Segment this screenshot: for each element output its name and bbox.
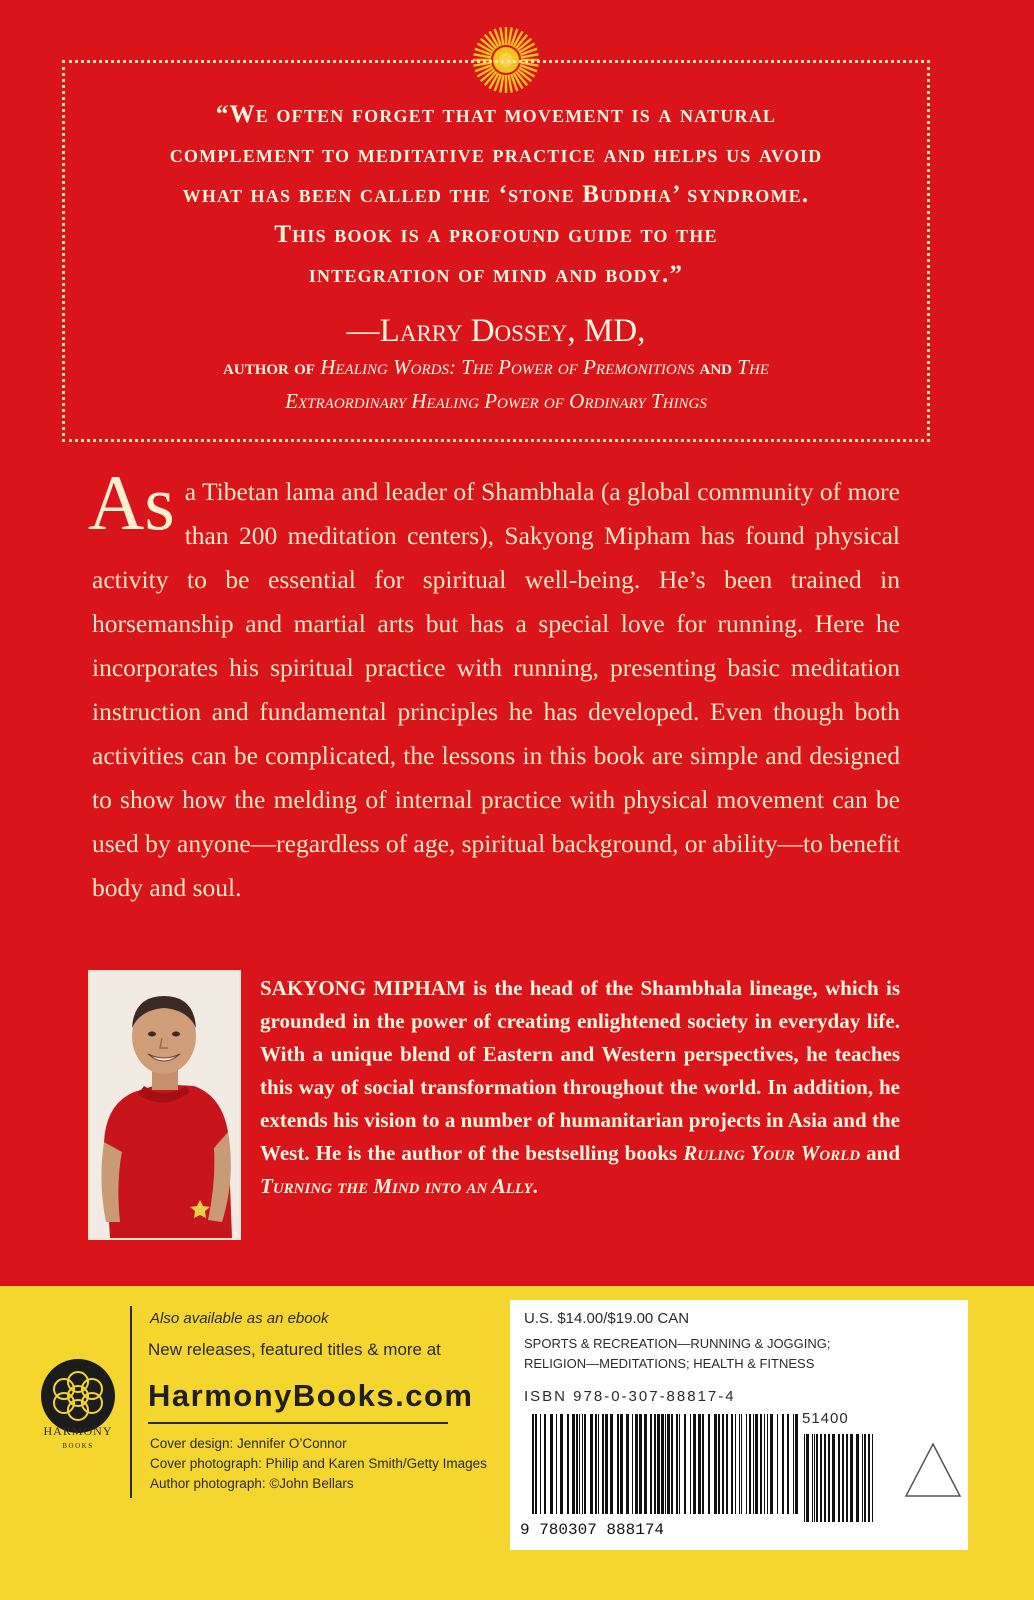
category-line: RELIGION—MEDITATIONS; HEALTH & FITNESS — [524, 1356, 815, 1371]
quote-line: complement to meditative practice and helps us avoid — [169, 141, 823, 168]
description-text: a Tibetan lama and leader of Shambhala (a global community of more than 200 meditation centers), Sakyong Mipham has found physical activity to be essential for spiritual well-being. He’s been trained in horsemanship and martial arts but has a special love for running. Here he incorporates his spiritual practice with running, presenting basic meditation instruction and fundamental principles he has developed. Even though both activities can be complicated, the lessons in this book are simple and designed to show how the melding of internal practice with physical movement can be used by anyone—regardless of age, spiritual background, or ability—to benefit body and soul. — [92, 477, 900, 902]
quote-attribution-name: —Larry Dossey, MD, — [346, 313, 646, 349]
publisher-logo-sub: BOOKS — [62, 1442, 94, 1450]
releases-note: New releases, featured titles & more at — [148, 1340, 441, 1359]
quote-line: what has been called the ‘stone Buddha’ syndrome. — [182, 181, 810, 208]
price-code: 51400 — [802, 1410, 849, 1427]
quote-line: “We often forget that movement is a natural — [215, 101, 777, 128]
quote-line: This book is a profound guide to the — [274, 221, 718, 248]
quote-attribution-credits-2 — [65, 389, 927, 414]
quote-line: integration of mind and body.” — [308, 261, 684, 288]
bio-book-title: Turning the Mind into an Ally — [260, 1174, 533, 1198]
author-name: SAKYONG MIPHAM — [260, 976, 466, 1000]
footer-divider — [130, 1306, 132, 1498]
credit-line: Author photograph: ©John Bellars — [150, 1476, 354, 1491]
attribution-book-title: Healing Words: The Power of Premonitions — [320, 355, 695, 379]
triangle-mark-icon — [902, 1440, 964, 1500]
publisher-logo-name: HARMONY — [43, 1424, 113, 1438]
publisher-website[interactable]: HarmonyBooks.com — [148, 1378, 474, 1413]
author-portrait-image — [90, 972, 239, 1238]
ebook-note: Also available as an ebook — [150, 1310, 329, 1327]
endorsement-box — [62, 60, 930, 442]
book-description — [88, 459, 900, 910]
attribution-book-title: Extraordinary Healing Power of Ordinary Things — [285, 389, 707, 413]
credit-line: Cover design: Jennifer O’Connor — [150, 1436, 347, 1451]
bio-text: is the head of the Shambhala lineage, which is grounded in the power of creating enlightened society in everyday life. With a unique blend of Eastern and Western perspectives, he teaches this way of social transformation throughout the world. In addition, he extends his vision to a number of humanitarian projects in Asia and the West. He is the author of the bestselling books — [260, 976, 901, 1165]
attribution-and: and — [699, 355, 733, 379]
price-text: U.S. $14.00/$19.00 CAN — [524, 1310, 690, 1327]
attribution-prefix: author of — [223, 355, 315, 379]
quote-attribution-credits — [65, 355, 927, 380]
bio-book-title: Ruling Your World — [683, 1141, 861, 1165]
price-barcode-label — [510, 1300, 968, 1550]
addon-barcode-icon — [800, 1430, 880, 1526]
drop-cap: As — [88, 459, 175, 546]
isbn-text: ISBN 978-0-307-88817-4 — [524, 1388, 736, 1405]
bio-end: . — [532, 1174, 538, 1198]
website-underline — [148, 1422, 448, 1424]
author-photo — [88, 970, 241, 1240]
author-bio — [260, 972, 900, 1203]
credit-line: Cover photograph: Philip and Karen Smith/Getty Images — [150, 1456, 487, 1471]
barcode-icon — [518, 1412, 808, 1538]
category-line: SPORTS & RECREATION—RUNNING & JOGGING; — [524, 1336, 831, 1351]
bio-and: and — [866, 1141, 901, 1165]
barcode-digits: 9 780307 888174 — [520, 1521, 665, 1538]
attribution-book-title: The — [737, 355, 769, 379]
